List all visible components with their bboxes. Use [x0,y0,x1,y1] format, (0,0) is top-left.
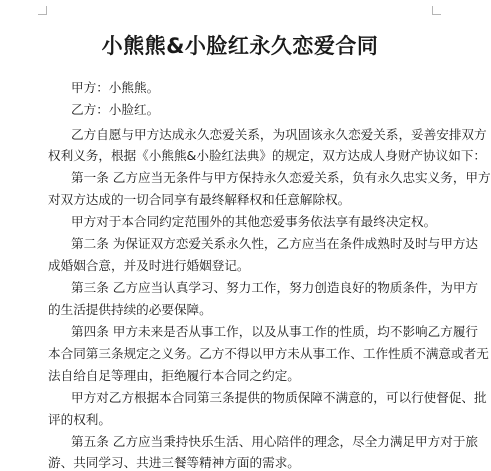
document-title: 小熊熊&小脸红永久恋爱合同 [101,34,379,58]
clause-4-line: 本合同第三条规定之义务。乙方不得以甲方未从事工作、工作性质不满意或者无 [48,346,489,361]
clause-4-line: 第四条 甲方未来是否从事工作，以及从事工作的性质，均不影响乙方履行 [71,324,479,339]
body-line: 评的权利。 [48,412,111,427]
page-corner-mark-right [432,6,441,15]
clause-1-line: 第一条 乙方应当无条件与甲方保持永久恋爱关系，负有永久忠实义务，甲方 [71,170,491,185]
clause-2-line: 第二条 为保证双方恋爱关系永久性，乙方应当在条件成熟时及时与甲方达 [71,236,479,251]
page-corner-mark-left [38,6,47,15]
body-line: 权利义务，根据《小熊熊&小脸红法典》的规定，双方达成人身财产协议如下： [48,148,487,163]
body-line: 乙方自愿与甲方达成永久恋爱关系，为巩固该永久恋爱关系，妥善安排双方 [71,127,487,142]
clause-5-line: 第五条 乙方应当秉持快乐生活、用心陪伴的理念，尽全力满足甲方对于旅 [71,434,479,449]
body-line: 甲方对乙方根据本合同第三条提供的物质保障不满意的，可以行使督促、批 [71,390,487,405]
clause-2-line: 成婚姻合意，并及时进行婚姻登记。 [48,258,250,273]
party-a-line: 甲方：小熊熊。 [71,80,160,95]
party-b-line: 乙方：小脸红。 [71,102,160,117]
clause-4-line: 法自给自足等理由，拒绝履行本合同之约定。 [48,368,300,383]
clause-1-line: 对双方达成的一切合同享有最终解释权和任意解除权。 [48,192,351,207]
clause-3-line: 的生活提供持续的必要保障。 [48,302,212,317]
body-line: 甲方对于本合同约定范围外的其他恋爱事务依法享有最终决定权。 [71,214,437,229]
clause-5-line: 游、共同学习、共进三餐等精神方面的需求。 [48,455,300,470]
clause-3-line: 第三条 乙方应当认真学习、努力工作，努力创造良好的物质条件，为甲方 [71,280,479,295]
